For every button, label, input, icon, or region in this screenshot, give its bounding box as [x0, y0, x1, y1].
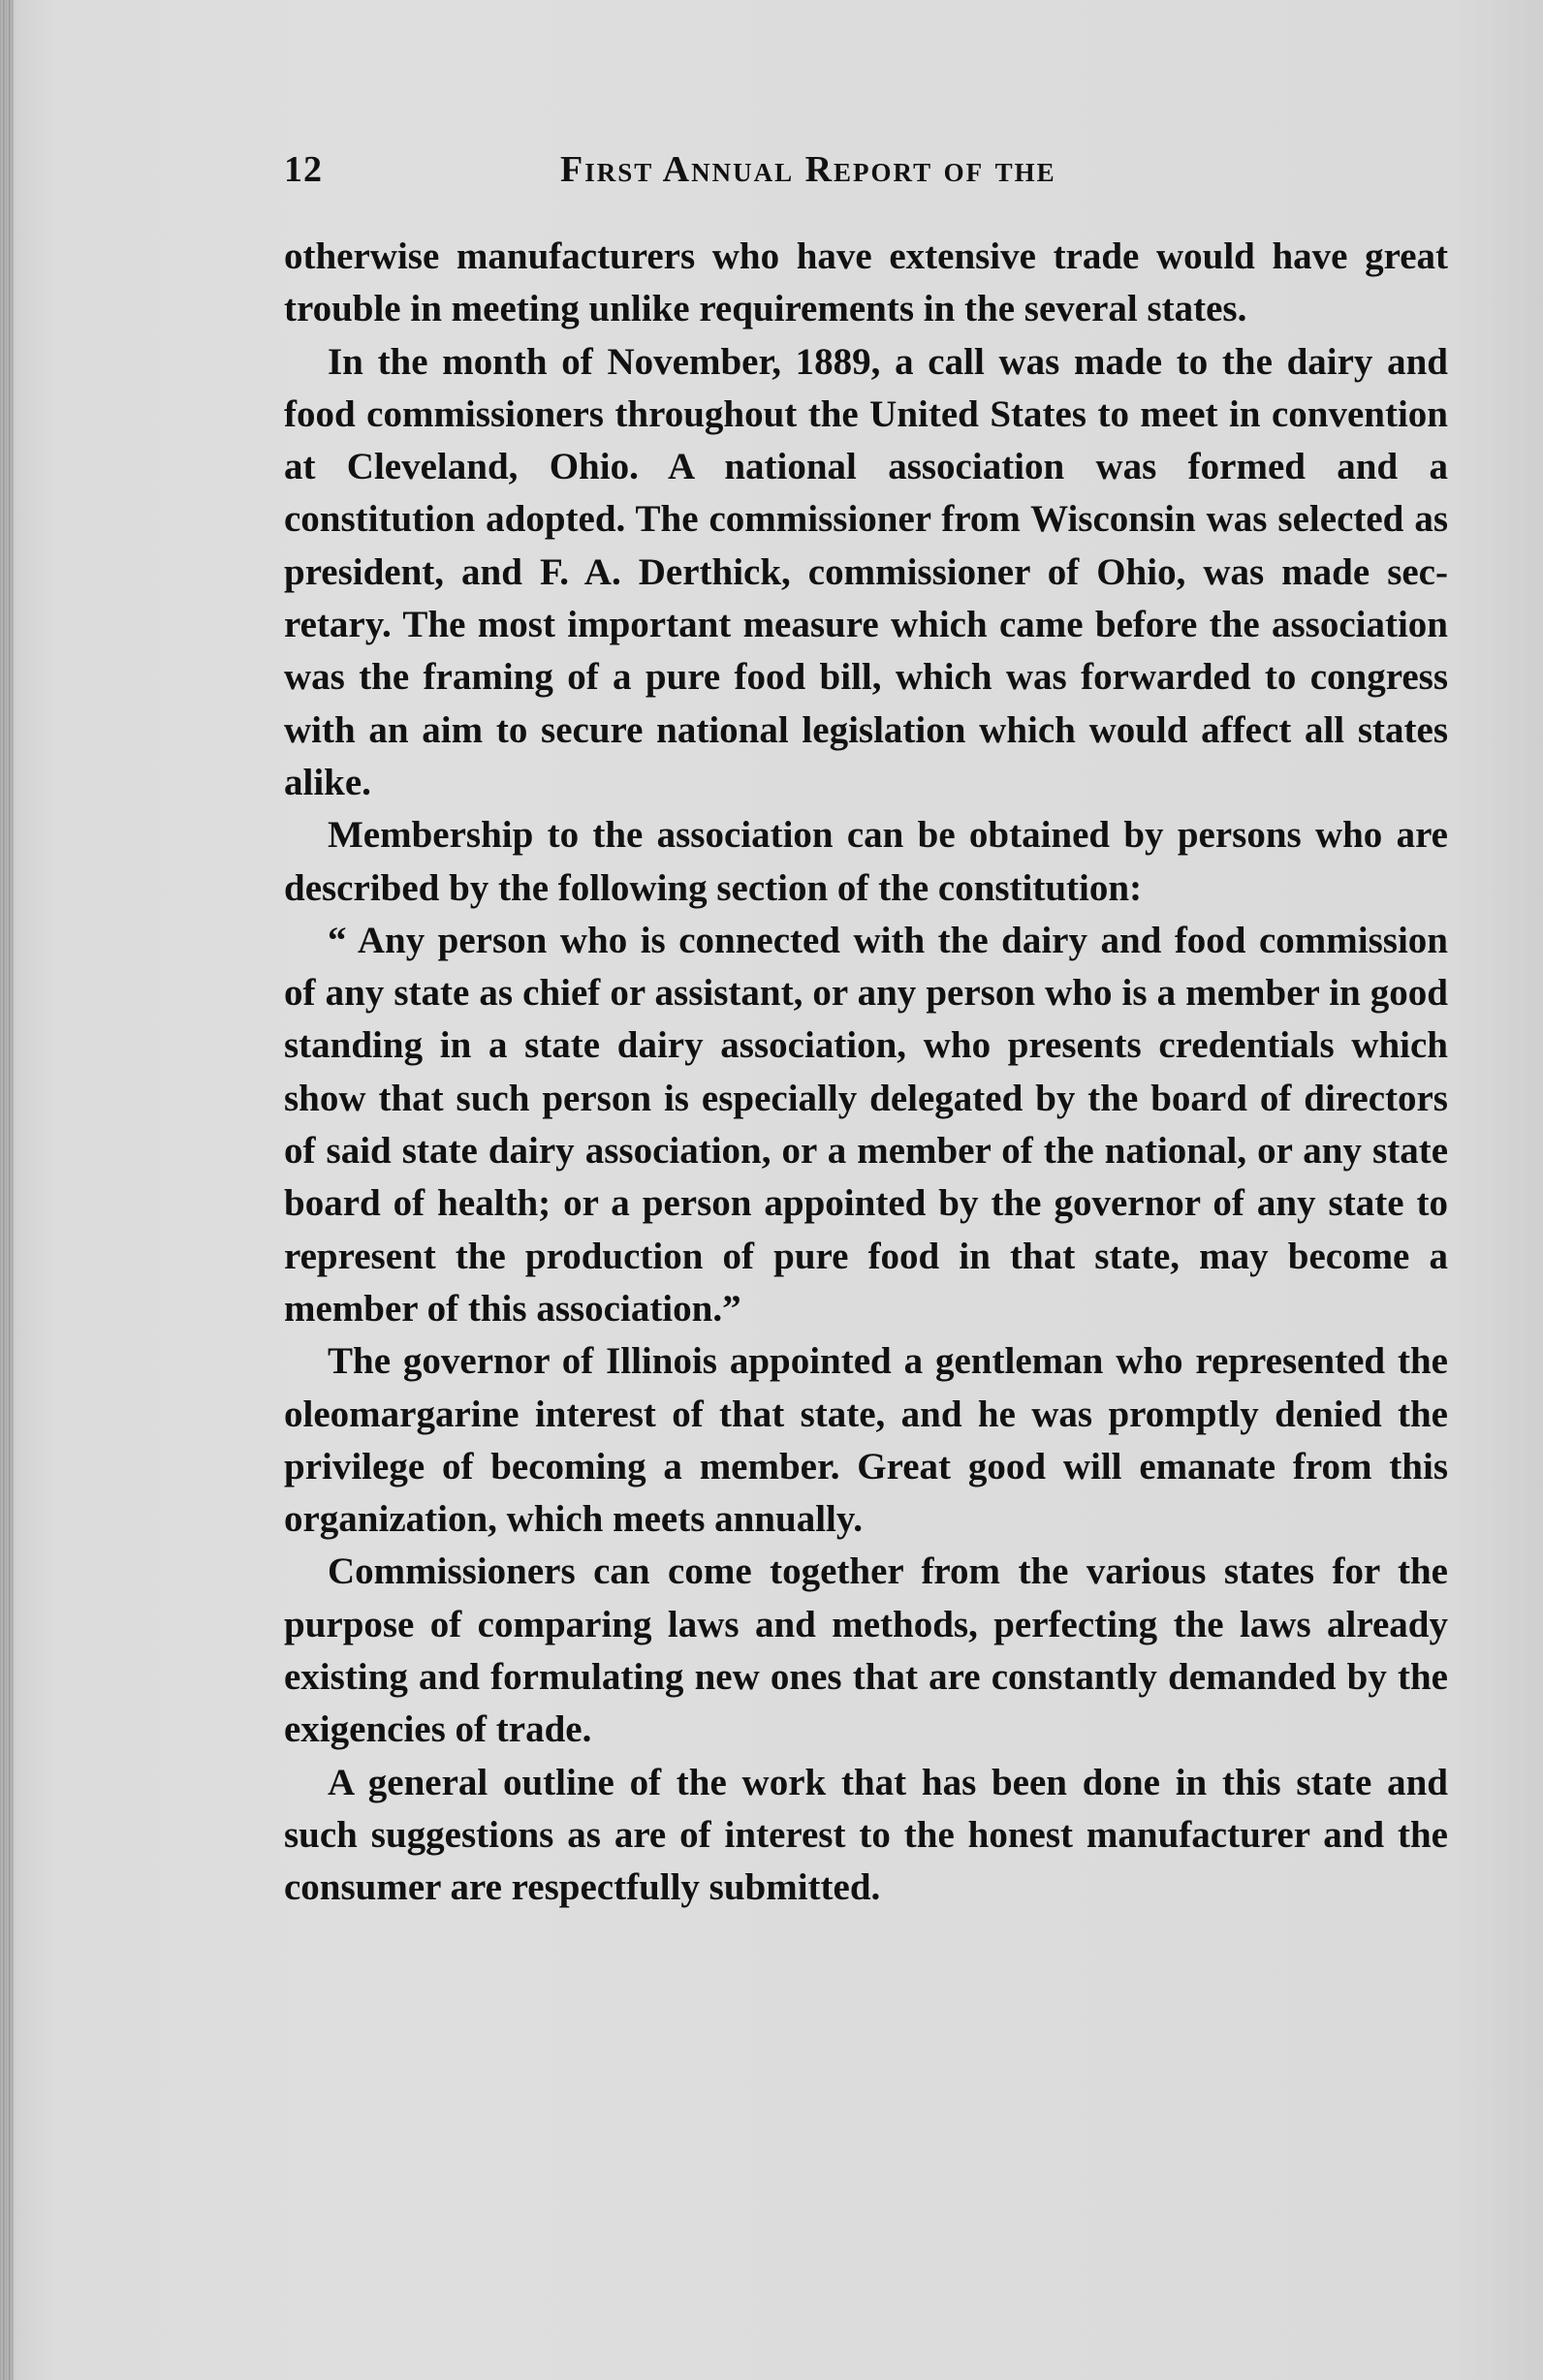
- running-head: First Annual Report of the: [560, 149, 1056, 190]
- body-text: [284, 231, 1448, 1915]
- paragraph-illinois: The governor of Illinois appointed a gentleman who represented the oleomargarine interest of that state, and he was promptly denied the privilege of becoming a member. Great good will emanate from this organization, which meets annually.: [284, 1340, 1448, 1541]
- paragraph-constitution-quote: “ Any person who is connected with the dairy and food commission of any state as chief or assistant, or any person who is a member in good standing in a state dairy association, who presents credentials which show that such person is especially delegated by the board of directors of said state dairy association, or a member of the national, or any state board of health; or a person appointed by the governor of any state to represent the production of pure food in that state, may become a member of this association.”: [284, 919, 1448, 1330]
- paragraph-commissioners: Commissioners can come together from the various states for the purpose of comparing laws and methods, perfecting the laws already existing and formulating new ones that are constantly demanded by the exigencies of trade.: [284, 1550, 1448, 1751]
- book-spine-edge: [0, 0, 14, 2380]
- page-header: [284, 145, 1462, 194]
- paragraph-convention: In the month of November, 1889, a call was made to the dairy and food commissioners throughout the United States to meet in convention at Cleveland, Ohio. A national association was formed and a constitution adopted. The commissioner from Wisconsin was selected as president, and F. A. Derthick, commissioner of Ohio, was made secretary. The most important measure which came before the association was the framing of a pure food bill, which was forwarded to congress with an aim to secure national legislation which would affect all states alike.: [284, 340, 1448, 803]
- paragraph-membership: Membership to the association can be obtained by persons who are described by the following section of the constitution:: [284, 814, 1448, 909]
- page-number: 12: [284, 149, 323, 190]
- paragraph-general-outline: A general outline of the work that has been done in this state and such suggestions as are of interest to the honest manufacturer and the consumer are respectfully submitted.: [284, 1761, 1448, 1909]
- paragraph-continuation: otherwise manufacturers who have extensive trade would have great trouble in meeting unlike requirements in the several states.: [284, 235, 1448, 330]
